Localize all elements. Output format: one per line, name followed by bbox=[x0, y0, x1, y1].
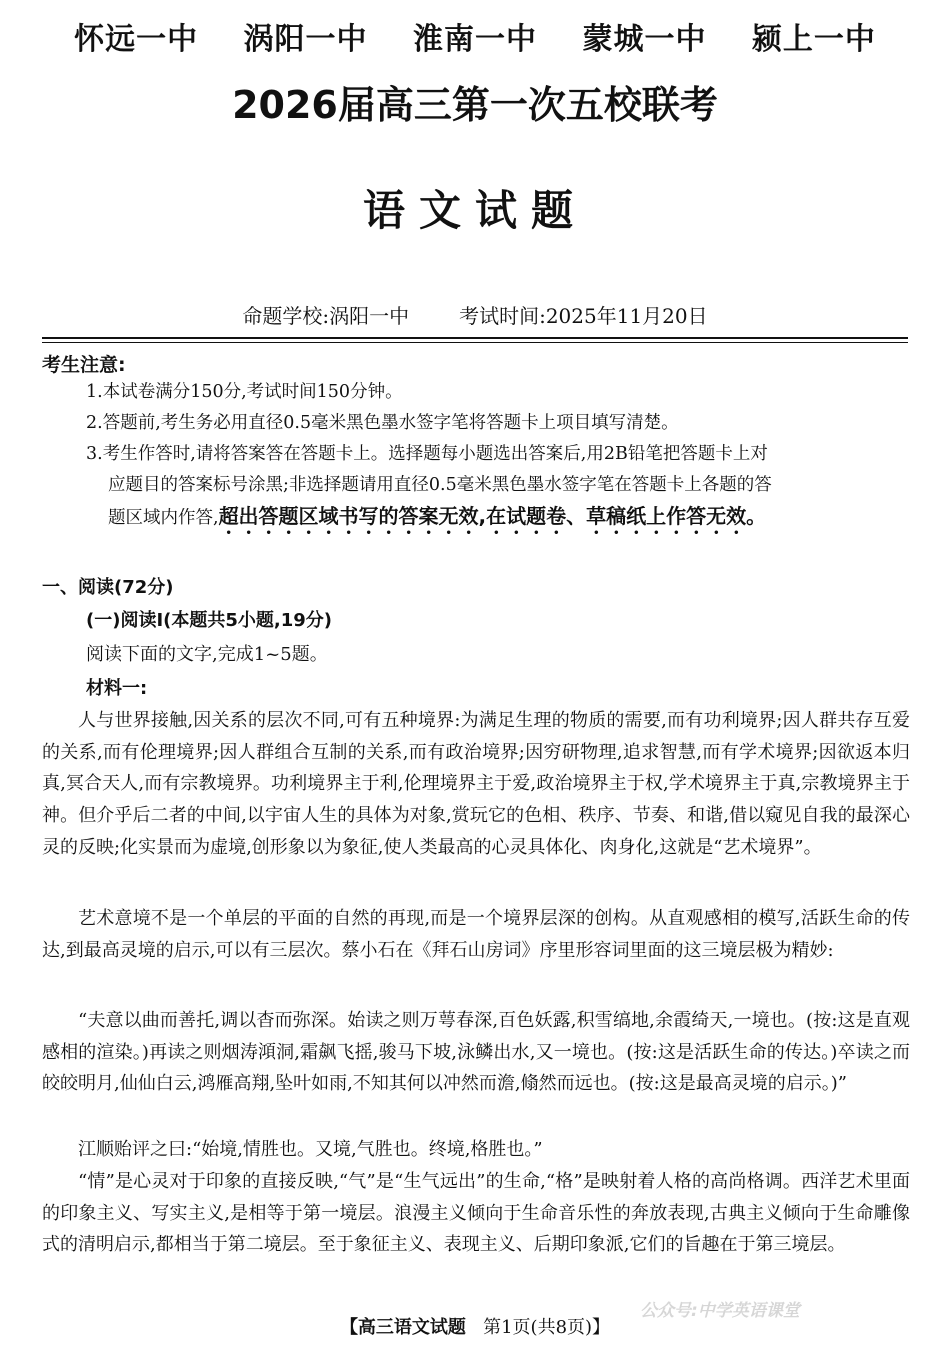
school-name: 蒙城一中 bbox=[582, 22, 707, 57]
school-name: 涡阳一中 bbox=[243, 22, 368, 57]
exam-title: 2026届高三第一次五校联考 bbox=[232, 83, 718, 127]
material-label: 材料一: bbox=[86, 678, 148, 699]
school-name: 颍上一中 bbox=[751, 22, 876, 57]
watermark: 公众号:中学英语课堂 bbox=[640, 1301, 800, 1321]
exam-date: 考试时间:2025年11月20日 bbox=[459, 304, 708, 328]
notice-plain-text: 题区域内作答, bbox=[108, 508, 219, 528]
notice-title: 考生注意: bbox=[42, 354, 126, 376]
section-heading: 一、阅读(72分) bbox=[42, 577, 174, 598]
subsection-heading: (一)阅读Ⅰ(本题共5小题,19分) bbox=[86, 610, 333, 631]
setter-school: 命题学校:涡阳一中 bbox=[242, 304, 410, 328]
footer-subject: 【高三语文试题 bbox=[339, 1317, 466, 1338]
school-list bbox=[0, 14, 950, 58]
paragraph: 人与世界接触,因关系的层次不同,可有五种境界:为满足生理的物质的需要,而有功利境界;因人群共存互爱的关系,而有伦理境界;因人群组合互制的关系,而有政治境界;因穷研物理,追求智慧,而有学术境界;因欲返本归真,冥合天人,而有宗教境界。功利境界主于利,伦理境界主于爱,政治境界主于权,学术境界主于真,宗教境界主于神。但介乎后二者的中间,以宇宙人生的具体为对象,赏玩它的色相、秩序、节奏、和谐,借以窥见自我的最深心灵的反映;化实景而为虚境,创形象以为象征,使人类最高的心灵具体化、肉身化,这就是“艺术境界”。 bbox=[42, 710, 910, 858]
emphasized-warning: 超出答题区域书写的答案无效,在试题卷、草稿纸上作答无效。 bbox=[218, 504, 767, 528]
paragraph: 江顺贻评之曰:“始境,情胜也。又境,气胜也。终境,格胜也。” bbox=[78, 1139, 543, 1160]
exam-meta bbox=[0, 300, 950, 329]
notice-item: 3.考生作答时,请将答案答在答题卡上。选择题每小题选出答案后,用2B铅笔把答题卡上对 bbox=[86, 444, 768, 464]
footer-page-number: 第1页(共8页)】 bbox=[483, 1317, 611, 1338]
paragraph: “情”是心灵对于印象的直接反映,“气”是“生气远出”的生命,“格”是映射着人格的高尚格调。西洋艺术里面的印象主义、写实主义,是相等于第一境层。浪漫主义倾向于生命音乐性的奔放表现,古典主义倾向于生命雕像式的清明启示,都相当于第二境层。至于象征主义、表现主义、后期印象派,它们的旨趣在于第三境层。 bbox=[42, 1171, 910, 1256]
notice-item-continued: 应题目的答案标号涂黑;非选择题请用直径0.5毫米黑色墨水签字笔在答题卡上各题的答 bbox=[108, 475, 772, 495]
quotation-paragraph: “夫意以曲而善托,调以杳而弥深。始读之则万萼春深,百色妖露,积雪缟地,余霞绮天,一境也。(按:这是直观感相的渲染。)再读之则烟涛澒洞,霜飙飞摇,骏马下坡,泳鳞出水,又一境也。(按:这是活跃生命的传达。)卒读之而皎皎明月,仙仙白云,鸿雁高翔,坠叶如雨,不知其何以冲然而澹,翛然而远也。(按:这是最高灵境的启示。)” bbox=[42, 1010, 910, 1095]
subject-title: 语文试题 bbox=[362, 186, 587, 235]
divider bbox=[42, 342, 908, 343]
page-footer bbox=[0, 1313, 950, 1339]
school-name: 淮南一中 bbox=[413, 22, 537, 57]
divider bbox=[42, 337, 908, 339]
instruction: 阅读下面的文字,完成1~5题。 bbox=[86, 644, 328, 665]
school-name: 怀远一中 bbox=[74, 22, 199, 57]
paragraph: 艺术意境不是一个单层的平面的自然的再现,而是一个境界层深的创构。从直观感相的模写,活跃生命的传达,到最高灵境的启示,可以有三层次。蔡小石在《拜石山房词》序里形容词里面的这三境层极为精妙: bbox=[42, 908, 910, 961]
notice-item: 1.本试卷满分150分,考试时间150分钟。 bbox=[86, 382, 403, 402]
notice-item-continued bbox=[108, 501, 934, 539]
notice-item: 2.答题前,考生务必用直径0.5毫米黑色墨水签字笔将答题卡上项目填写清楚。 bbox=[86, 413, 679, 433]
